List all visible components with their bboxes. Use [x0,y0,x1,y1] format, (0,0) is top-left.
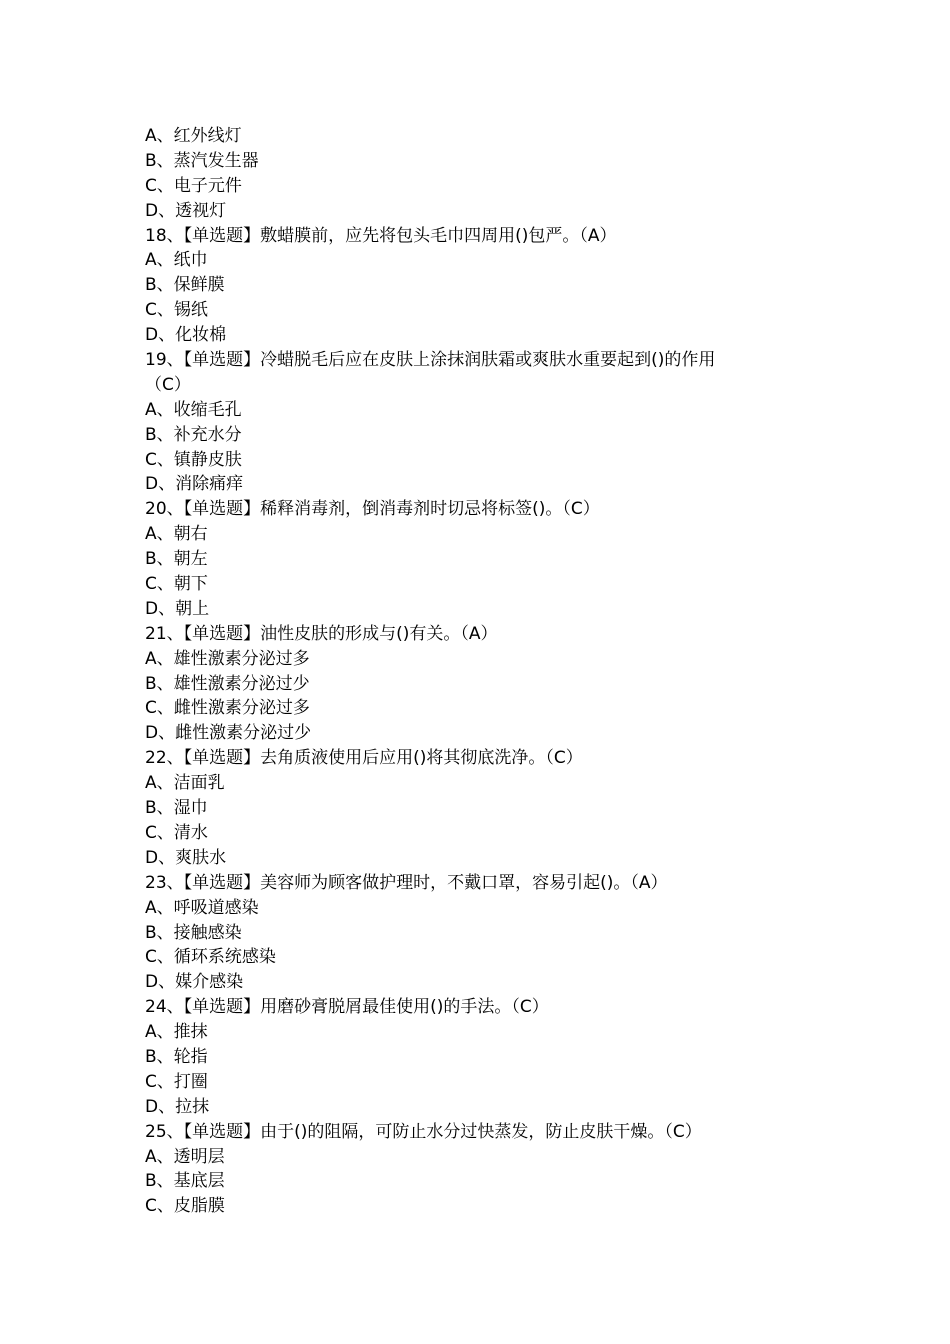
option-line: C、皮脂膜 [145,1196,225,1217]
option-line: D、拉抹 [145,1096,210,1117]
option-line: A、雄性激素分泌过多 [145,648,310,669]
question-19: 19、【单选题】冷蜡脱毛后应在皮肤上涂抹润肤霜或爽肤水重要起到()的作用 [145,350,716,371]
option-line: B、朝左 [145,549,208,570]
option-line: D、爽肤水 [145,847,227,868]
option-line: B、补充水分 [145,424,242,445]
option-line: D、消除痛痒 [145,474,244,495]
option-line: A、收缩毛孔 [145,399,242,420]
question-20: 20、【单选题】稀释消毒剂，倒消毒剂时切忌将标签()。（C） [145,499,600,520]
question-18: 18、【单选题】敷蜡膜前，应先将包头毛巾四周用()包严。（A） [145,225,617,246]
option-line: C、锡纸 [145,300,208,321]
option-line: C、清水 [145,822,208,843]
option-line: B、湿巾 [145,798,208,819]
option-line: A、红外线灯 [145,126,242,146]
option-line: A、朝右 [145,524,208,545]
question-24: 24、【单选题】用磨砂膏脱屑最佳使用()的手法。（C） [145,997,549,1018]
option-line: C、循环系统感染 [145,947,276,968]
option-line: B、雄性激素分泌过少 [145,673,310,694]
option-line: D、化妆棉 [145,325,227,346]
option-line: A、呼吸道感染 [145,897,259,918]
option-line: A、纸巾 [145,250,208,271]
option-line: D、透视灯 [145,200,227,221]
option-line: C、镇静皮肤 [145,449,242,470]
question-23: 23、【单选题】美容师为顾客做护理时，不戴口罩，容易引起()。（A） [145,872,668,893]
option-line: B、基底层 [145,1171,225,1192]
option-line: A、推抹 [145,1022,208,1043]
option-line: D、朝上 [145,598,210,619]
question-22: 22、【单选题】去角质液使用后应用()将其彻底洗净。（C） [145,748,583,769]
question-19-answer: （C） [145,374,191,395]
option-line: D、雌性激素分泌过少 [145,723,312,744]
option-line: A、透明层 [145,1146,225,1167]
option-line: B、保鲜膜 [145,275,225,296]
option-line: C、打圈 [145,1071,208,1092]
option-line: C、雌性激素分泌过多 [145,698,310,719]
question-list [145,124,810,1219]
option-line: D、媒介感染 [145,972,244,993]
option-line: B、轮指 [145,1046,208,1067]
option-line: B、蒸汽发生器 [145,150,259,171]
option-line: B、接触感染 [145,922,242,943]
option-line: C、朝下 [145,574,208,595]
question-25: 25、【单选题】由于()的阻隔，可防止水分过快蒸发，防止皮肤干燥。（C） [145,1121,702,1142]
option-line: C、电子元件 [145,175,242,196]
option-line: A、洁面乳 [145,773,225,794]
question-21: 21、【单选题】油性皮肤的形成与()有关。（A） [145,623,498,644]
